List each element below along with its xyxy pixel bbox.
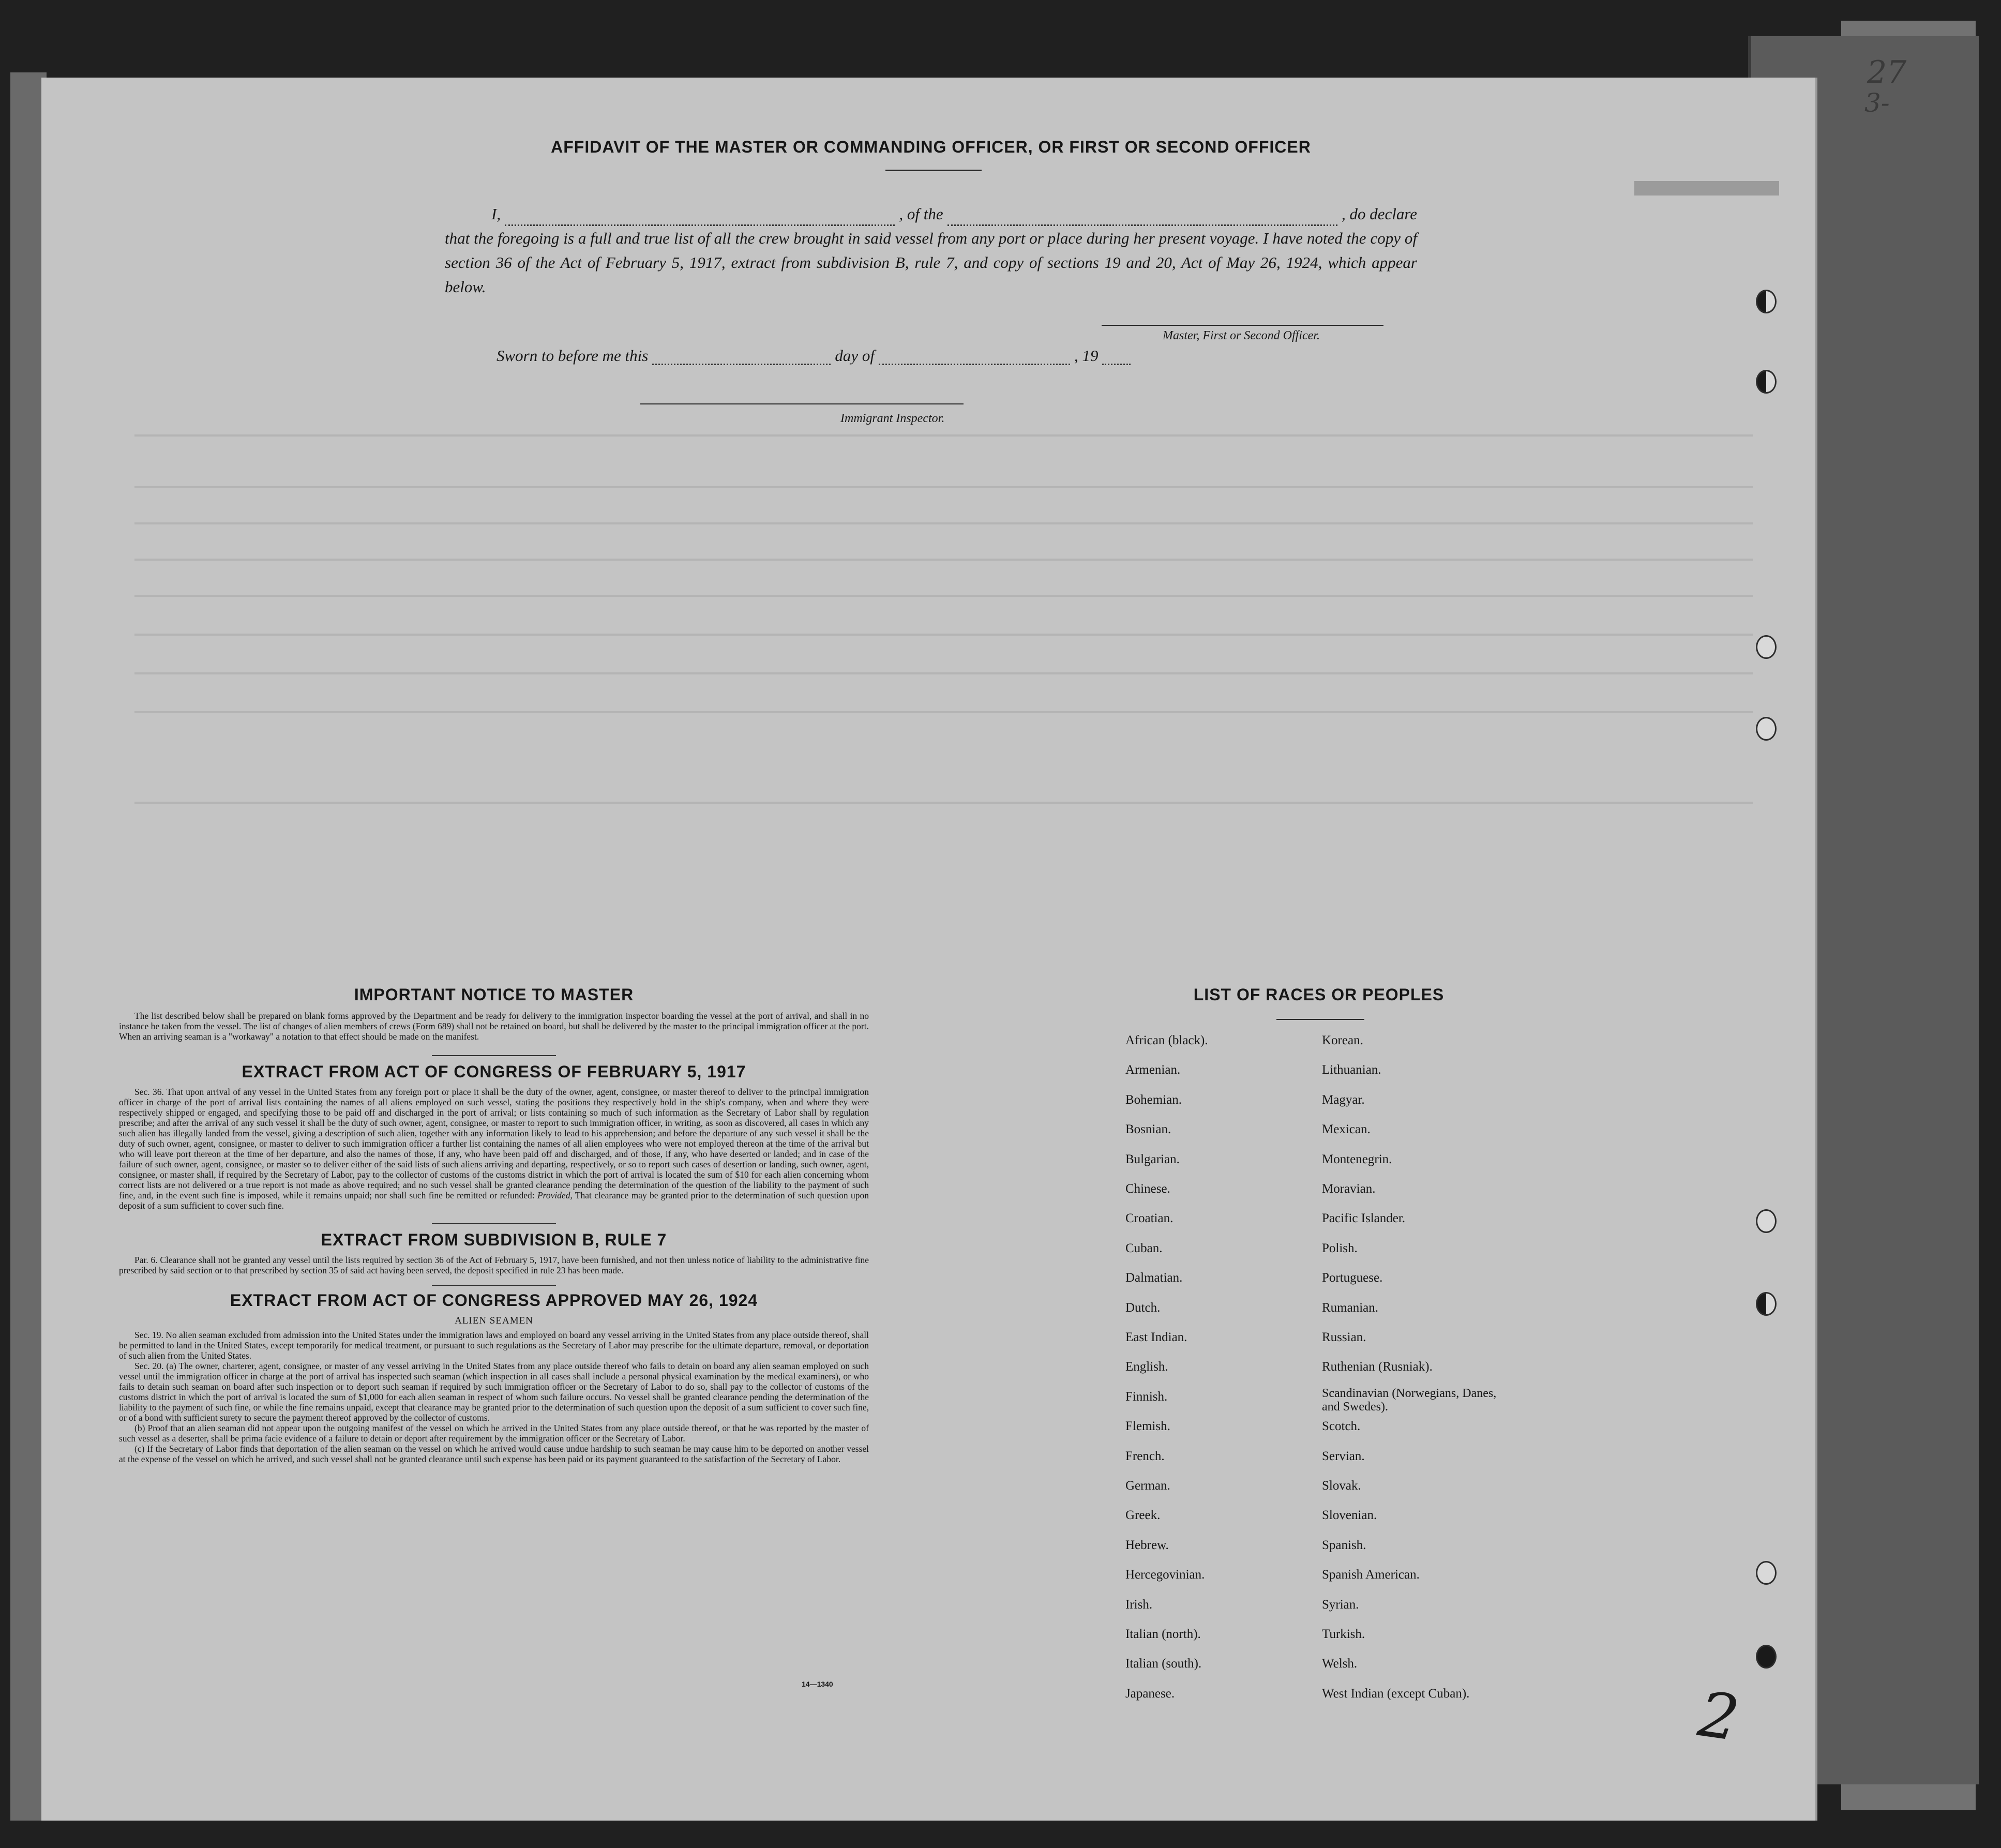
- of-the-label: , of the: [899, 205, 943, 223]
- bleed-through-line: [134, 802, 1753, 804]
- race-item: Armenian.: [1125, 1063, 1181, 1077]
- race-item: Montenegrin.: [1322, 1152, 1392, 1166]
- race-item: West Indian (except Cuban).: [1322, 1686, 1470, 1701]
- declarant-name-field[interactable]: [505, 209, 895, 226]
- extract-1924-title: EXTRACT FROM ACT OF CONGRESS APPROVED MAY 26, 1924: [230, 1291, 758, 1310]
- affidavit-statement: that the foregoing is a full and true list of all the crew brought in said vessel from any port or place during her present voyage. I have noted the copy of section 36 of the Act of February 5, 1917, extract from subdivision B, rule 7, and copy of sections 19 and 20, Act of May 26, 1924, which appear below.: [445, 229, 1417, 296]
- bleed-through-stamp: [1634, 181, 1779, 196]
- race-item: Greek.: [1125, 1508, 1161, 1523]
- race-item: Slovak.: [1322, 1479, 1361, 1493]
- affidavit-body: [445, 202, 1417, 299]
- section-rule: [432, 1223, 556, 1224]
- handwritten-corner-note: 27: [1867, 54, 1907, 91]
- race-item: East Indian.: [1125, 1330, 1187, 1344]
- races-title: LIST OF RACES OR PEOPLES: [1193, 985, 1445, 1004]
- title-rule: [885, 170, 982, 171]
- race-item: Pacific Islander.: [1322, 1211, 1406, 1226]
- race-item: Irish.: [1125, 1597, 1153, 1612]
- race-item: Chinese.: [1125, 1182, 1170, 1196]
- race-item: Cuban.: [1125, 1241, 1163, 1255]
- race-item: Italian (south).: [1125, 1657, 1202, 1671]
- bleed-through-line: [134, 486, 1753, 488]
- handwritten-corner-note-2: 3-: [1864, 88, 1890, 118]
- race-item: Hebrew.: [1125, 1538, 1169, 1552]
- bleed-through-line: [134, 595, 1753, 597]
- race-item: Scotch.: [1322, 1419, 1361, 1434]
- sworn-line: [497, 347, 1179, 365]
- sec20b-text: (b) Proof that an alien seaman did not appear upon the outgoing manifest of the vessel on which he arrived in the United States from any place outside thereof, or that he was reported by the master of such vessel as a deserter, shall be prima facie evidence of a failure to detain or deport after requirement by the immigration officer or the Secretary of Labor.: [119, 1423, 869, 1444]
- sec19-text: Sec. 19. No alien seaman excluded from admission into the United States under the immigration laws and employed on board any vessel arriving in the United States from any place outside thereof, shall be permitted to land in the United States, except temporarily for medical treatment, or pursuant to such regulations as the Secretary of Labor may prescribe for the ultimate departure, removal, or deportation of such alien from the United States.: [119, 1330, 869, 1361]
- i-label: I,: [491, 205, 501, 223]
- proviso-text: That clearance may be granted prior to the determination of such question upon deposit of a sum sufficient to cover such fine.: [119, 1190, 869, 1211]
- document-page: [41, 78, 1815, 1821]
- binder-hole: [1756, 717, 1777, 741]
- bleed-through-line: [134, 434, 1753, 437]
- race-item: Lithuanian.: [1322, 1063, 1381, 1077]
- affidavit-title: AFFIDAVIT OF THE MASTER OR COMMANDING OFFICER, OR FIRST OR SECOND OFFICER: [551, 138, 1311, 156]
- race-item: Spanish.: [1322, 1538, 1366, 1552]
- race-item: Moravian.: [1322, 1182, 1376, 1196]
- race-item: Portuguese.: [1322, 1271, 1383, 1285]
- race-item: Flemish.: [1125, 1419, 1170, 1434]
- race-item: Bohemian.: [1125, 1092, 1182, 1107]
- extract-rule7-title: EXTRACT FROM SUBDIVISION B, RULE 7: [321, 1230, 667, 1249]
- master-signature-line[interactable]: [1102, 325, 1383, 326]
- master-signature-label: Master, First or Second Officer.: [1163, 329, 1320, 342]
- race-item: Ruthenian (Rusniak).: [1322, 1360, 1433, 1374]
- sworn-label: Sworn to before me this: [497, 347, 649, 365]
- bleed-through-line: [134, 634, 1753, 636]
- race-item: Bosnian.: [1125, 1122, 1171, 1137]
- race-item: Mexican.: [1322, 1122, 1371, 1137]
- extract-rule7-body: Par. 6. Clearance shall not be granted any vessel until the lists required by section 36 of the Act of February 5, 1917, have been furnished, and not then unless notice of liability to the administrative fine prescribed by said section or to that prescribed by section 35 of said act having been served, the deposit specified in rule 23 has been made.: [119, 1255, 869, 1275]
- race-item: Welsh.: [1322, 1657, 1358, 1671]
- binder-hole: [1756, 1292, 1777, 1316]
- bleed-through-line: [134, 522, 1753, 524]
- race-item: Dalmatian.: [1125, 1271, 1183, 1285]
- sec20a-text: Sec. 20. (a) The owner, charterer, agent, consignee, or master of any vessel arriving in the United States from any place outside thereof who fails to detain on board any alien seaman employed on such vessel until the immigration officer in charge at the port of arrival has inspected such seaman (which inspection in all cases shall include a personal physical examination by the medical examiners), or who fails to detain such seaman on board after such inspection or to deport such seaman if required by such immigration officer or the Secretary of Labor to do so, shall pay to the collector of customs of the customs district in which the port of arrival is located the sum of $1,000 for each alien seaman in respect of whom such failure occurs. No vessel shall be granted clearance pending the determination of the liability to the payment of such fine, or while the fine remains unpaid, except that clearance may be granted prior to the determination of such question upon the deposit of a sum sufficient to cover such fine, or of a bond with sufficient surety to secure the payment thereof approved by the collector of customs.: [119, 1361, 869, 1423]
- sec20c-text: (c) If the Secretary of Labor finds that deportation of the alien seaman on the vessel on which he arrived would cause undue hardship to such seaman he may cause him to be deported on another vessel at the expense of the vessel on which he arrived, and such vessel shall not be granted clearance until such expense has been paid or its payment guaranteed to the satisfaction of the Secretary of Labor.: [119, 1444, 869, 1464]
- binder-hole: [1756, 370, 1777, 394]
- sworn-day-field[interactable]: [652, 348, 831, 365]
- race-item: Croatian.: [1125, 1211, 1173, 1226]
- extract-1917-title: EXTRACT FROM ACT OF CONGRESS OF FEBRUARY 5, 1917: [242, 1062, 746, 1081]
- year-label: , 19: [1074, 347, 1099, 365]
- inspector-signature-line[interactable]: [640, 403, 964, 404]
- notice-column: [119, 985, 869, 1464]
- race-item: Scandinavian (Norwegians, Danes, and Swedes).: [1322, 1386, 1497, 1414]
- binder-hole: [1756, 1561, 1777, 1585]
- race-item: Finnish.: [1125, 1389, 1168, 1404]
- extract-1917-body: [119, 1087, 869, 1211]
- declarant-line: [445, 202, 1417, 226]
- section-rule: [432, 1055, 556, 1056]
- bleed-through-line: [134, 711, 1753, 713]
- race-item: Russian.: [1322, 1330, 1366, 1344]
- race-item: English.: [1125, 1360, 1168, 1374]
- bleed-through-line: [134, 559, 1753, 561]
- extract-1917-text: Sec. 36. That upon arrival of any vessel in the United States from any foreign port or place it shall be the duty of the owner, agent, consignee, or master thereof to deliver to the principal immigration officer in charge of the port of arrival lists containing the names of all aliens employed on such vessel, stating the positions they respectively hold in the ship's company, when and where they were respectively shipped or engaged, and specifying those to be paid off and discharged in the port of arrival; or lists containing so much of such information as the Secretary of Labor shall by regulation prescribe; and after the arrival of any such vessel it shall be the duty of such owner, agent, consignee, or master to report to such immigration officer, in writing, as soon as discovered, all cases in which any such alien has illegally landed from the vessel, giving a description of such alien, together with any information likely to lead to his apprehension; and before the departure of any such vessel it shall be the duty of such owner, agent, consignee, or master to deliver to such immigration officer a further list containing the names of all alien employees who were not employed thereon at the time of the arrival but who will leave port thereon at the time of her departure, and also the names of those, if any, who have been paid off and discharged, and of those, if any, who have deserted or landed; and in case of the failure of such owner, agent, consignee, or master so to deliver either of the said lists of such aliens arriving and departing, respectively, or so to report such cases of desertion or landing, such owner, agent, consignee, or master shall, if required by the Secretary of Labor, pay to the collector of customs of the customs district in which the port of arrival is located the sum of $10 for each alien concerning whom correct lists are not delivered or a true report is not made as above required; and no such vessel shall be granted clearance pending the determination of the question of the liability to the payment of such fine, and, in the event such fine is imposed, while it remains unpaid; nor shall such fine be remitted or refunded:: [119, 1087, 869, 1200]
- race-item: French.: [1125, 1449, 1165, 1463]
- binder-hole: [1756, 1645, 1777, 1669]
- race-item: Syrian.: [1322, 1597, 1359, 1612]
- declare-label: , do declare: [1341, 205, 1418, 223]
- binder-hole: [1756, 1209, 1777, 1233]
- race-item: Magyar.: [1322, 1092, 1365, 1107]
- race-item: Japanese.: [1125, 1686, 1175, 1701]
- vessel-name-field[interactable]: [947, 209, 1337, 226]
- race-item: German.: [1125, 1479, 1170, 1493]
- race-item: Hercegovinian.: [1125, 1568, 1205, 1582]
- sworn-month-field[interactable]: [879, 348, 1070, 365]
- notice-body: The list described below shall be prepared on blank forms approved by the Department and be ready for delivery to the immigration inspector boarding the vessel at the port of arrival, and shall in no instance be taken from the vessel. The list of changes of alien members of crews (Form 689) shall not be retained on board, but shall be delivered by the master to the principal immigration officer at the port. When an arriving seaman is a "workaway" a notation to that effect should be made on the manifest.: [119, 1011, 869, 1042]
- inspector-label: Immigrant Inspector.: [840, 412, 945, 425]
- form-number: 14—1340: [802, 1680, 833, 1688]
- alien-seamen-subtitle: ALIEN SEAMEN: [455, 1315, 533, 1326]
- binder-hole: [1756, 635, 1777, 659]
- bleed-through-line: [134, 672, 1753, 674]
- race-item: African (black).: [1125, 1033, 1208, 1047]
- handwritten-page-number: 2: [1694, 1678, 1743, 1755]
- day-of-label: day of: [835, 347, 875, 365]
- race-item: Korean.: [1322, 1033, 1363, 1047]
- race-item: Rumanian.: [1322, 1300, 1379, 1315]
- race-item: Slovenian.: [1322, 1508, 1377, 1523]
- race-item: Italian (north).: [1125, 1627, 1201, 1641]
- race-item: Turkish.: [1322, 1627, 1365, 1641]
- binder-hole: [1756, 290, 1777, 313]
- proviso-word: Provided,: [537, 1190, 573, 1200]
- notice-title: IMPORTANT NOTICE TO MASTER: [354, 985, 634, 1004]
- race-item: Bulgarian.: [1125, 1152, 1180, 1166]
- sworn-year-field[interactable]: [1102, 348, 1131, 365]
- races-title-rule: [1276, 1019, 1364, 1020]
- section-rule: [432, 1285, 556, 1286]
- race-item: Servian.: [1322, 1449, 1365, 1463]
- race-item: Dutch.: [1125, 1300, 1161, 1315]
- race-item: Polish.: [1322, 1241, 1358, 1255]
- race-item: Spanish American.: [1322, 1568, 1420, 1582]
